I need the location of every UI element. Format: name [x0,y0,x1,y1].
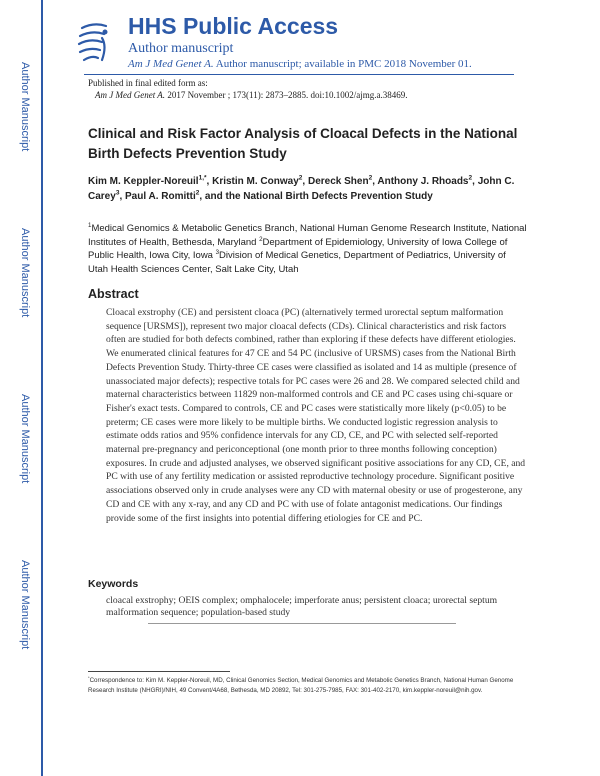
affil-sup: 3 [215,248,220,256]
author-name: John C. Carey [88,176,515,202]
affil-text: Division of Medical Genetics, Department of Pediatrics, University of Utah Health Sciences Center, Salt Lake City, Utah [88,250,506,275]
hhs-public-access-title: HHS Public Access [128,13,339,39]
author-sup: 1,* [198,174,207,182]
author-sup: 2 [195,189,200,197]
availability-text: Author manuscript; available in PMC 2018 November 01. [213,58,472,70]
author-sup: 2 [298,174,303,182]
footnote-text: Correspondence to: Kim M. Keppler-Noreuil, MD, Clinical Genomics Section, Medical Genomics and Metabolic Genetics Branch, National Human Genome Research Institute (NHGRI)/NIH, 49 Convent/4A68, Bethesda, MD 20892, Tel: 301-275-7985, FAX: 301-402-2170, kim.keppler-noreuil@nih.gov. [88,677,514,694]
author-name: Dereck Shen [307,176,369,187]
citation [95,90,407,100]
abstract-heading: Abstract [88,287,139,301]
affil-text: Medical Genomics & Metabolic Genetics Branch, National Human Genome Research Institute, National Institutes of Health, Bethesda, Maryland [88,223,527,248]
author-sup: 3 [115,189,120,197]
author-sep: , [372,176,378,187]
published-label: Published in final edited form as: [88,78,208,88]
side-label-author-manuscript: Author Manuscript [19,228,31,318]
author-sup: 2 [468,174,473,182]
margin-rule [41,0,43,776]
side-label-author-manuscript: Author Manuscript [19,560,31,650]
affiliations [88,222,528,276]
author-sep: , and [199,191,226,202]
author-manuscript-subtitle: Author manuscript [128,41,234,56]
article-title: Clinical and Risk Factor Analysis of Cloacal Defects in the National Birth Defects Prevention Study [88,126,518,161]
keywords-heading: Keywords [88,578,139,590]
hhs-eagle-logo-icon [76,20,112,66]
header-divider [84,74,514,75]
correspondence-footnote [88,676,528,695]
author-sep: , [472,176,478,187]
author-name: Anthony J. Rhoads [377,176,469,187]
journal-availability-line [128,58,472,70]
affil-sup: 1 [88,221,92,229]
footnote-divider [88,671,230,672]
author-name: the National Birth Defects Prevention Study [225,191,433,202]
citation-details: 2017 November ; 173(11): 2873–2885. doi:10.1002/ajmg.a.38469. [165,90,408,100]
affil-text: Department of Epidemiology, University of Iowa College of Public Health, Iowa City, Iowa [88,236,508,261]
author-sep: , [302,176,308,187]
citation-journal: Am J Med Genet A. [95,90,166,100]
author-sep: , [119,191,125,202]
side-label-author-manuscript: Author Manuscript [19,394,31,484]
side-label-author-manuscript: Author Manuscript [19,62,31,152]
keywords-divider [148,623,456,624]
author-sup: 2 [368,174,373,182]
author-sep: , [206,176,213,187]
author-name: Paul A. Romitti [125,191,196,202]
author-name: Kim M. Keppler-Noreuil [88,176,199,187]
footnote-marker: * [88,674,90,680]
keywords-text: cloacal exstrophy; OEIS complex; omphalocele; imperforate anus; persistent cloaca; urorectal septum malformation sequence; population-based study [106,595,498,618]
journal-name: Am J Med Genet A. [128,58,214,70]
affil-sup: 2 [259,235,263,243]
author-list [88,174,540,204]
author-name: Kristin M. Conway [212,176,299,187]
abstract-text: Cloacal exstrophy (CE) and persistent cloaca (PC) (alternatively termed urorectal septum malformation sequence [URSMS]), represent two major cloacal defects (CDs). Clinical characteristics and risk factors often are studied for both defects combined, rather than exploring if these defects have different etiologies. We enumerated clinical features for 47 CE and 54 PC (inclusive of URSMS) cases from the National Birth Defects Prevention Study. Thirty-three CE cases were classified as isolated and 14 as multiple (presence of unassociated major defects); respective totals for PC cases were 26 and 28. We compared selected child and maternal characteristics between 11829 non-malformed controls and CE and PC cases using chi-square or Fisher's exact tests. Compared to controls, CE and PC cases were statistically more likely (p<0.05) to be preterm; CE cases were more likely to be multiple births. We conducted logistic regression analysis to estimate odds ratios and 95% confidence intervals for any CD, CE, and PC with selected self-reported maternal pre-pregnancy and periconceptional (one month prior to three months following conception) exposures. In crude and adjusted analyses, we observed significant positive associations for any CD, CE, and PC with use of any fertility medication or assisted reproductive technology procedure. Significant positive associations observed only in crude analyses were any CD with maternal obesity or use of progesterone, any CD and CE with any x-ray, and any CD and PC with use of folate antagonist medications. Our findings provide some of the first insights into potential differing etiologies for CE and PC. [106,307,526,524]
